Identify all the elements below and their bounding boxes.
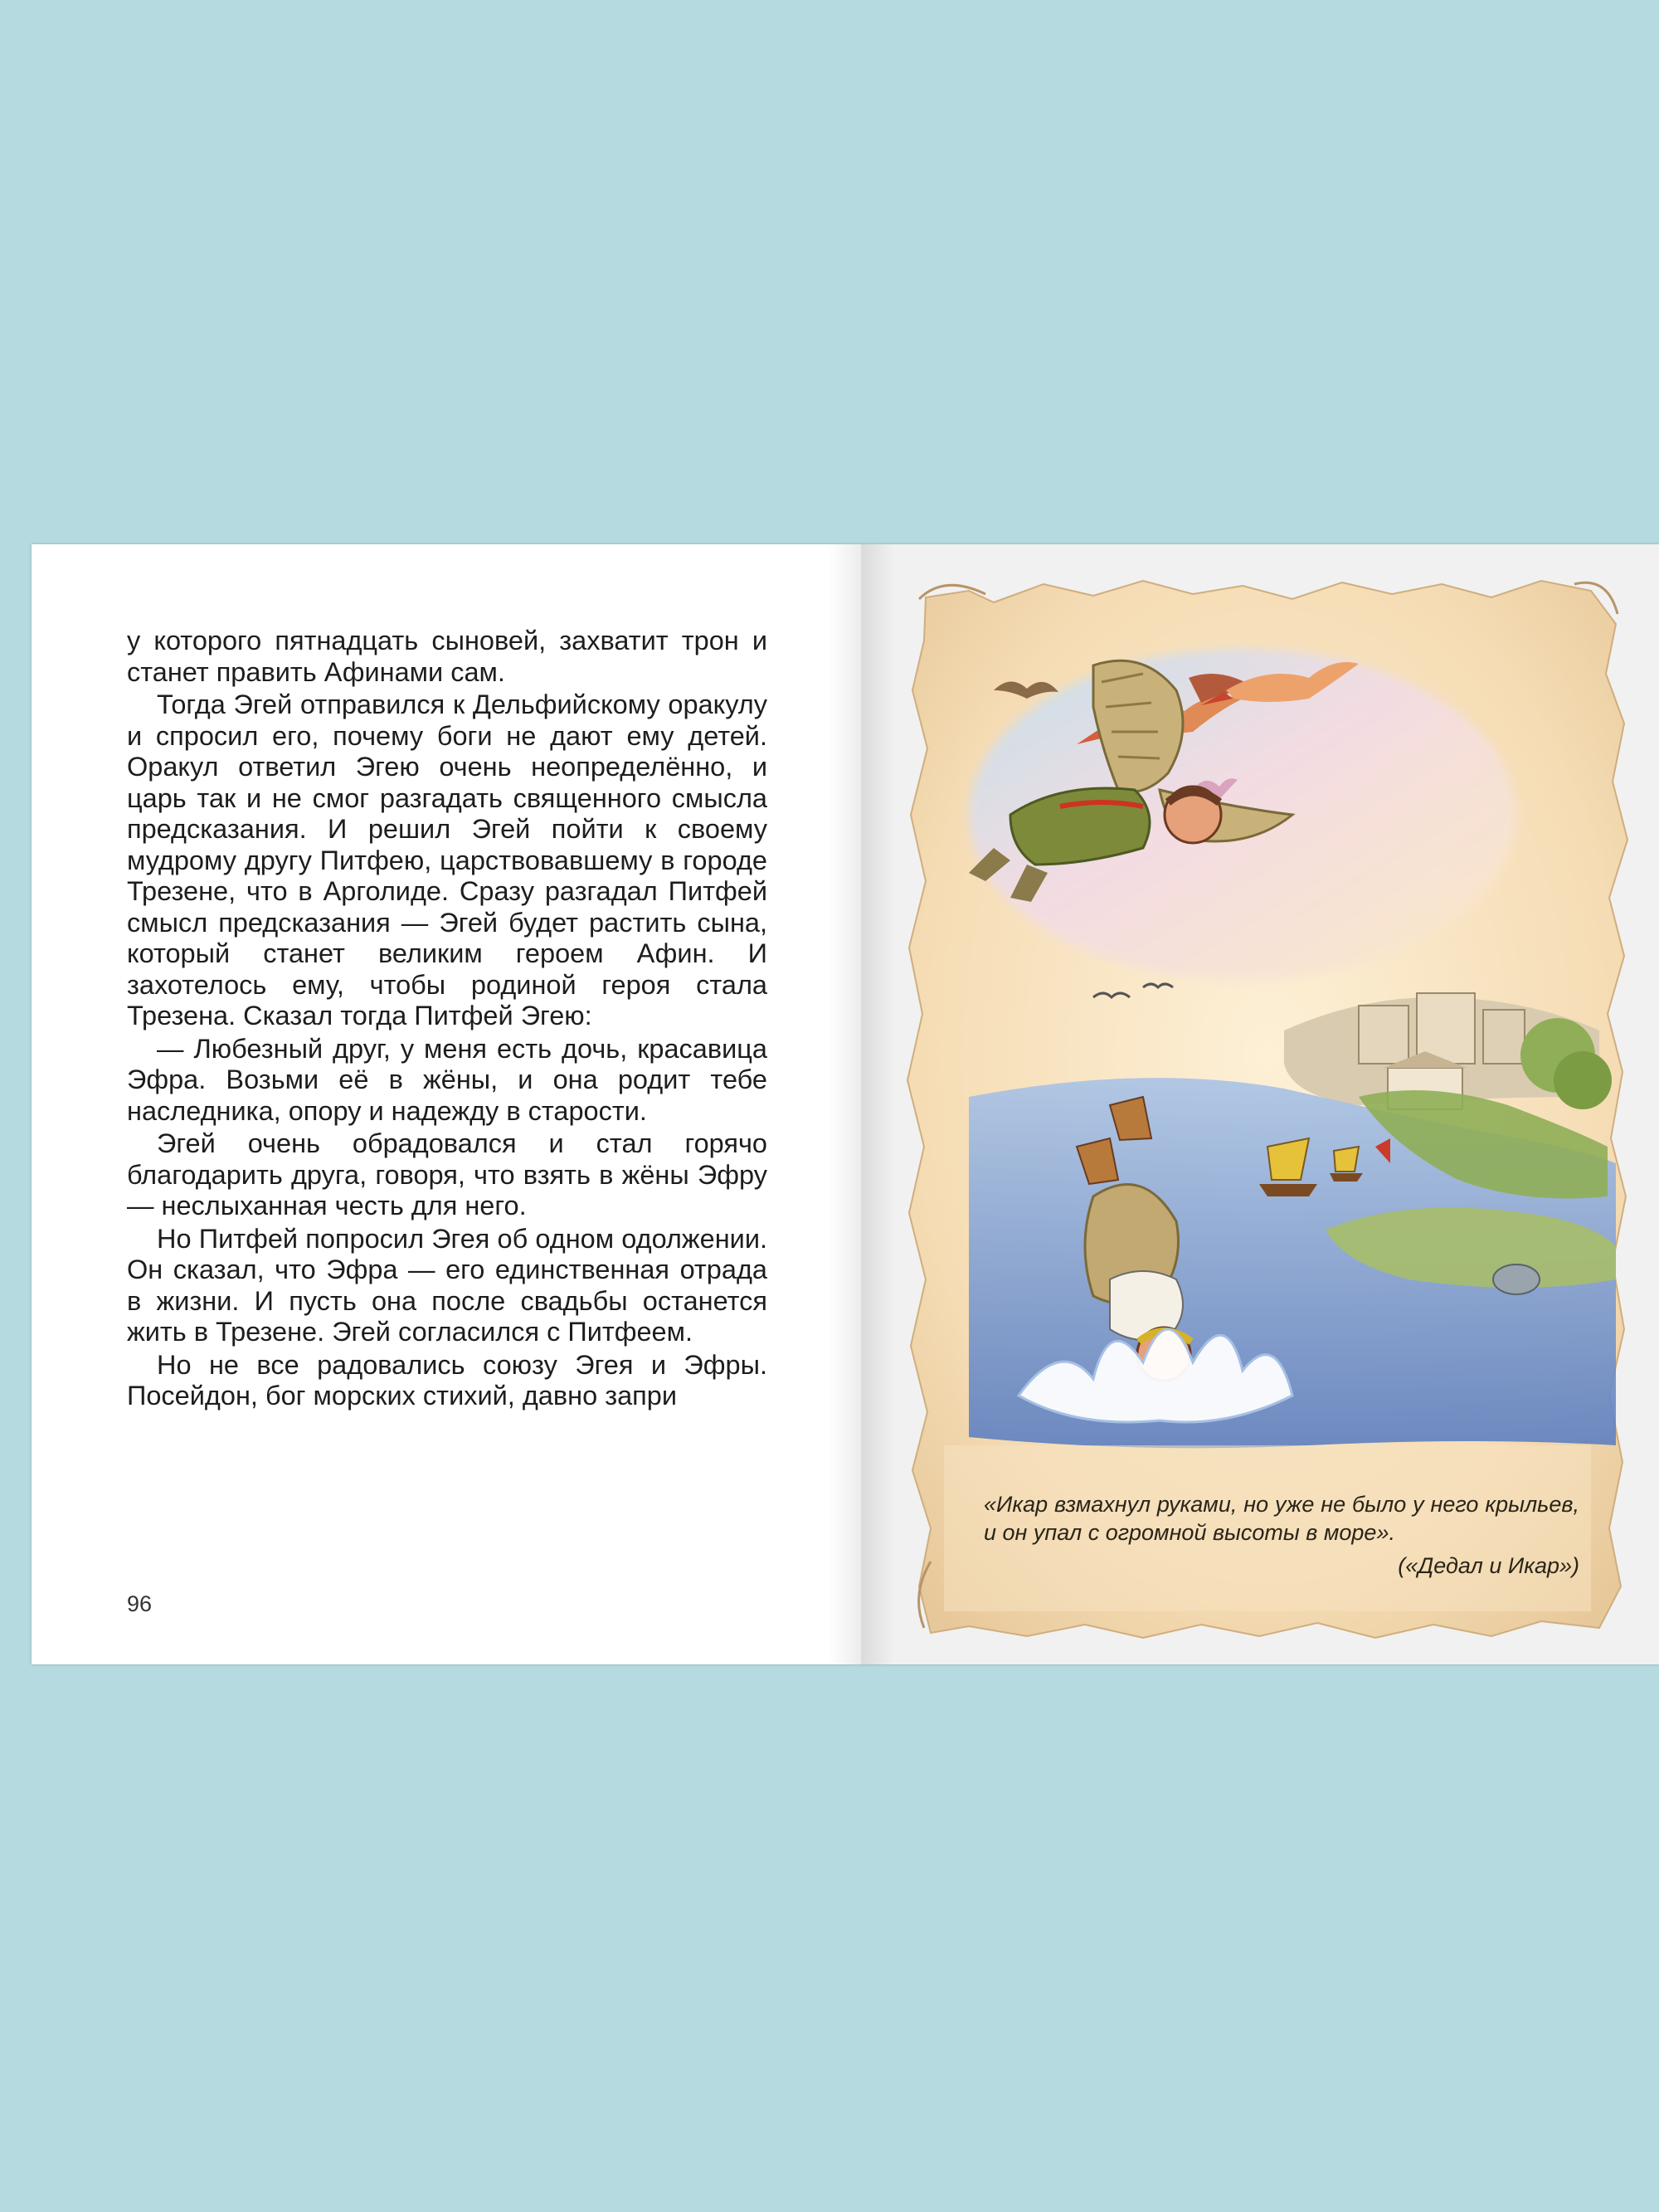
page-number: 96	[127, 1591, 153, 1616]
paragraph-5: Но Питфей попросил Эгея об одном одолжении. Он сказал, что Эфра — его единственная отрада в жизни. И пусть она после свадьбы останется жить в Трезене. Эгей согласился с Питфеем.	[127, 1223, 767, 1347]
caption-source: («Дедал и Икар»)	[1398, 1553, 1579, 1578]
illustration-frame	[894, 566, 1632, 1646]
book-spread	[32, 544, 1659, 1664]
left-page	[32, 544, 861, 1664]
paragraph-3: — Любезный друг, у меня есть дочь, красавица Эфра. Возьми её в жёны, и она родит тебе наследника, опору и надежду в старости.	[127, 1033, 767, 1126]
parchment-illustration	[894, 566, 1632, 1646]
paragraph-6: Но не все радовались союзу Эгея и Эфры. Посейдон, бог морских стихий, давно запри	[127, 1349, 767, 1411]
story-text	[127, 626, 767, 1412]
paragraph-1: у которого пятнадцать сыновей, захватит трон и станет править Афинами сам.	[127, 626, 767, 687]
paragraph-2: Тогда Эгей отправился к Дельфийскому оракулу и спросил его, почему боги не дают ему детей. Оракул ответил Эгею очень неопределённо, и царь так и не смог разгадать священного смысла предсказания. И решил Эгей пойти к своему мудрому другу Питфею, царствовавшему в городе Трезене, что в Арголиде. Сразу разгадал Питфей смысл предсказания — Эгей будет растить сына, который станет великим героем Афин. И захотелось ему, чтобы родиной героя стала Трезена. Сказал тогда Питфей Эгею:	[127, 689, 767, 1030]
caption-quote: «Икар взмахнул руками, но уже не было у него крыльев, и он упал с огромной высоты в море».	[984, 1492, 1579, 1545]
paragraph-4: Эгей очень обрадовался и стал горячо благодарить друга, говоря, что взять в жёны Эфру — неслыханная честь для него.	[127, 1128, 767, 1220]
illustration-caption	[984, 1490, 1579, 1580]
right-page	[861, 544, 1659, 1664]
